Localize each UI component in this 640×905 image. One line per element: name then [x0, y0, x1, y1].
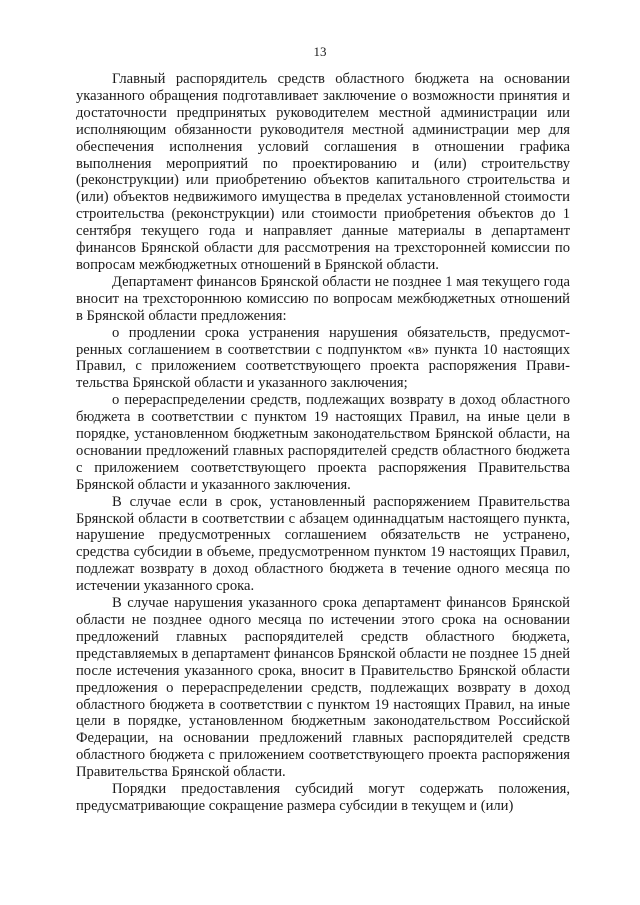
paragraph-6: В случае нарушения указанного срока департамент финансов Брянской области не позднее одного месяца по истечении этого срока на основании предложений главных распорядителей средств областного бюджета, представляемых в департамент финансов Брянской области не позднее 15 дней после истечения указанного срока, вносит в Правительство Брянской области предложения о перераспределении средств, подлежащих возврату в доход областного бюджета в соответствии с пунктом 19 настоящих Правил, на иные цели в порядке, установленном бюджетным законодательством Российской Федерации, на основании предложений главных распорядителей средств областного бюджета с приложением соответствующего проекта распоряжения Правительства Брянской области.	[76, 595, 570, 781]
paragraph-2: Департамент финансов Брянской области не позднее 1 мая текущего года вносит на трехстороннюю комиссию по вопросам межбюджетных отношений в Брянской области предложения:	[76, 273, 570, 324]
paragraph-3: о продлении срока устранения нарушения обязательств, предусмотренных соглашением в соответствии с подпунктом «в» пункта 10 настоящих Правил, с приложением соответствующего проекта распоряжения Правительства Брянской области и указанного заключения;	[76, 324, 570, 392]
paragraph-7: Порядки предоставления субсидий могут содержать положения, предусматривающие сокращение размера субсидии в текущем и (или)	[76, 781, 570, 814]
paragraph-5: В случае если в срок, установленный распоряжением Правительства Брянской области в соответствии с абзацем одиннадцатым настоящего пункта, нарушение предусмотренных соглашением обязательств не устранено, средства субсидии в объеме, предусмотренном пунктом 19 настоящих Правил, подлежат возврату в доход областного бюджета в течение одного месяца по истечении указанного срока.	[76, 493, 570, 595]
page-number: 13	[313, 44, 327, 59]
paragraph-4: о перераспределении средств, подлежащих возврату в доход областного бюджета в соответствии с пунктом 19 настоящих Правил, на иные цели в порядке, установленном бюджетным законодательством Брянской области, на основании предложений главных распорядителей средств областного бюджета с приложением соответствующего проекта распоряжения Правительства Брянской области и указанного заключения.	[76, 392, 570, 493]
paragraph-1: Главный распорядитель средств областного бюджета на основании указанного обращения подготавливает заключение о возможности принятия и достаточности предпринятых руководителем местной администрации или исполняющим обязанности руководителя местной администрации мер для обеспечения исполнения условий соглашения в отношении графика выполнения мероприятий по проектированию и (или) строительству (реконструкции) или приобретению объектов капитального строительства и (или) объектов недвижимого имущества в пределах установленной стоимости строительства (реконструкции) или стоимости приобретения объектов до 1 сентября текущего года и направляет данные материалы в департамент финансов Брянской области для рассмотрения на трехсторонней комиссии по вопросам межбюджетных отношений в Брянской области.	[76, 71, 570, 273]
document-body	[76, 71, 570, 815]
